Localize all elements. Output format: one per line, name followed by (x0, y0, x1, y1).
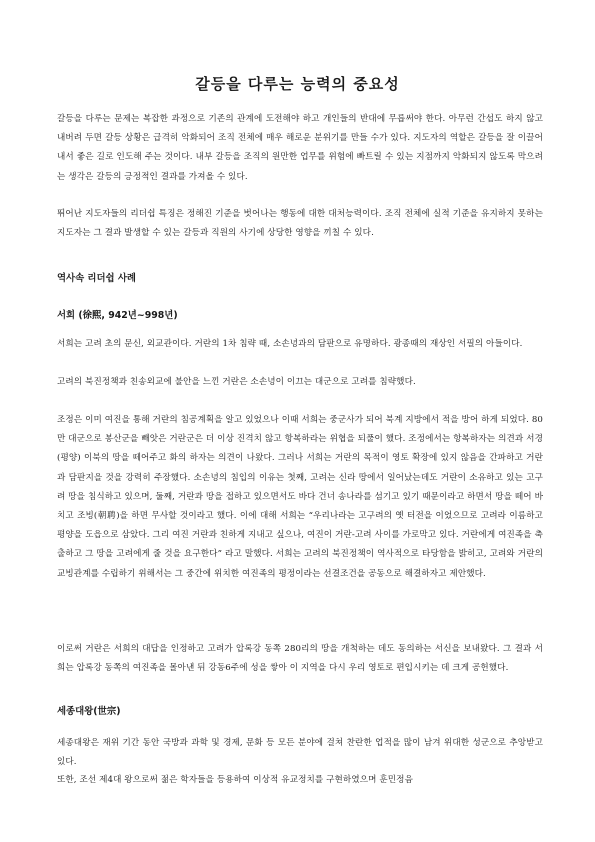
intro-paragraph-1: 갈등을 다루는 문제는 복잡한 과정으로 기존의 관계에 도전해야 하고 개인들의 반대에 무릅써야 한다. 아무런 간섭도 하지 않고 내버려 두면 갈등 상황은 급격히 악화되어 조직 전체에 매우 해로운 분위기를 만들 수가 있다. 지도자의 역할은 갈등을 잘 이끌어내서 좋은 길로 인도해 주는 것이다. 내부 갈등을 조직의 원만한 업무를 위험에 빠트릴 수 있는 지점까지 악화되지 않도록 막으려는 생각은 갈등의 긍정적인 결과를 가져올 수 있다. (57, 114, 543, 182)
person2-paragraph-1: 세종대왕은 재위 기간 동안 국방과 과학 및 경제, 문화 등 모든 분야에 걸쳐 찬란한 업적을 많이 남겨 위대한 성군으로 추앙받고 있다. (57, 738, 543, 768)
person1-paragraph-2: 고려의 북진정책과 친송외교에 불안을 느낀 거란은 소손녕이 이끄는 대군으로 고려를 침략했다. (57, 377, 416, 387)
person1-paragraph-4: 이로써 거란은 서희의 대답을 인정하고 고려가 압록강 동쪽 280리의 땅을 개척하는 데도 동의하는 서신을 보내왔다. 그 결과 서희는 압록강 동쪽의 여진족을 몰아낸 뒤 강동6주에 성을 쌓아 이 지역을 다시 우리 영토로 편입시키는 데 크게 공헌했다. (57, 644, 543, 674)
person2-heading: 세종대왕(世宗) (57, 706, 121, 717)
intro-paragraph-2: 뛰어난 지도자들의 리더쉽 특징은 정해진 기준을 벗어나는 행동에 대한 대처능력이다. 조직 전체에 실적 기준을 유지하지 못하는 지도자는 그 결과 발생할 수 있는 갈등과 직원의 사기에 상당한 영향을 끼칠 수 있다. (57, 209, 543, 239)
person2-paragraph-2: 또한, 조선 제4대 왕으로써 젊은 학자들을 등용하여 이상적 유교정치를 구현하였으며 훈민정음 (57, 775, 413, 785)
person1-paragraph-3: 조정은 이미 여진을 통해 거란의 침공계획을 알고 있었으나 이때 서희는 중군사가 되어 북계 지방에서 적을 방어 하게 되었다. 80만 대군으로 봉산군을 빼앗은 거란군은 더 이상 진격치 않고 항복하라는 위협을 되풀이 했다. 조정에서는 항복하자는 의견과 서경(평양) 이북의 땅을 떼어주고 화의 하자는 의견이 나왔다. 그러나 서희는 거란의 목적이 영토 확장에 있지 않음을 간파하고 거란과 담판지을 것을 강력히 주장했다. 소손녕의 침입의 이유는 첫째, 고려는 신라 땅에서 일어났는데도 거란이 소유하고 있는 고구려 땅을 침식하고 있으며, 둘째, 거란과 땅을 접하고 있으면서도 바다 건너 송나라를 섬기고 있기 때문이라고 하면서 땅을 떼어 바치고 조빙(朝聘)을 하면 무사할 것이라고 했다. 이에 대해 서희는 “우리나라는 고구려의 옛 터전을 이었으므로 고려라 이름하고 평양을 도읍으로 삼았다. 그리 여진 거란과 친하게 지내고 싶으나, 여진이 거란-고려 사이를 가로막고 있다. 거란에게 여진족을 축출하고 그 땅을 고려에게 줄 것을 요구한다” 라고 말했다. 서희는 고려의 북진정책이 역사적으로 타당함을 밝히고, 고려와 거란의 교빙관계를 수립하기 위해서는 그 중간에 위치한 여진족의 평정이라는 선결조건을 공동으로 해결하자고 제안했다. (57, 415, 543, 579)
person1-heading: 서희 (徐熙, 942년~998년) (57, 310, 178, 321)
section-heading: 역사속 리더쉽 사례 (57, 273, 136, 284)
page-title: 갈등을 다루는 능력의 중요성 (195, 75, 400, 93)
person1-paragraph-1: 서희는 고려 초의 문신, 외교관이다. 거란의 1차 침략 때, 소손녕과의 담판으로 유명하다. 광종때의 재상인 서필의 아들이다. (57, 339, 523, 349)
